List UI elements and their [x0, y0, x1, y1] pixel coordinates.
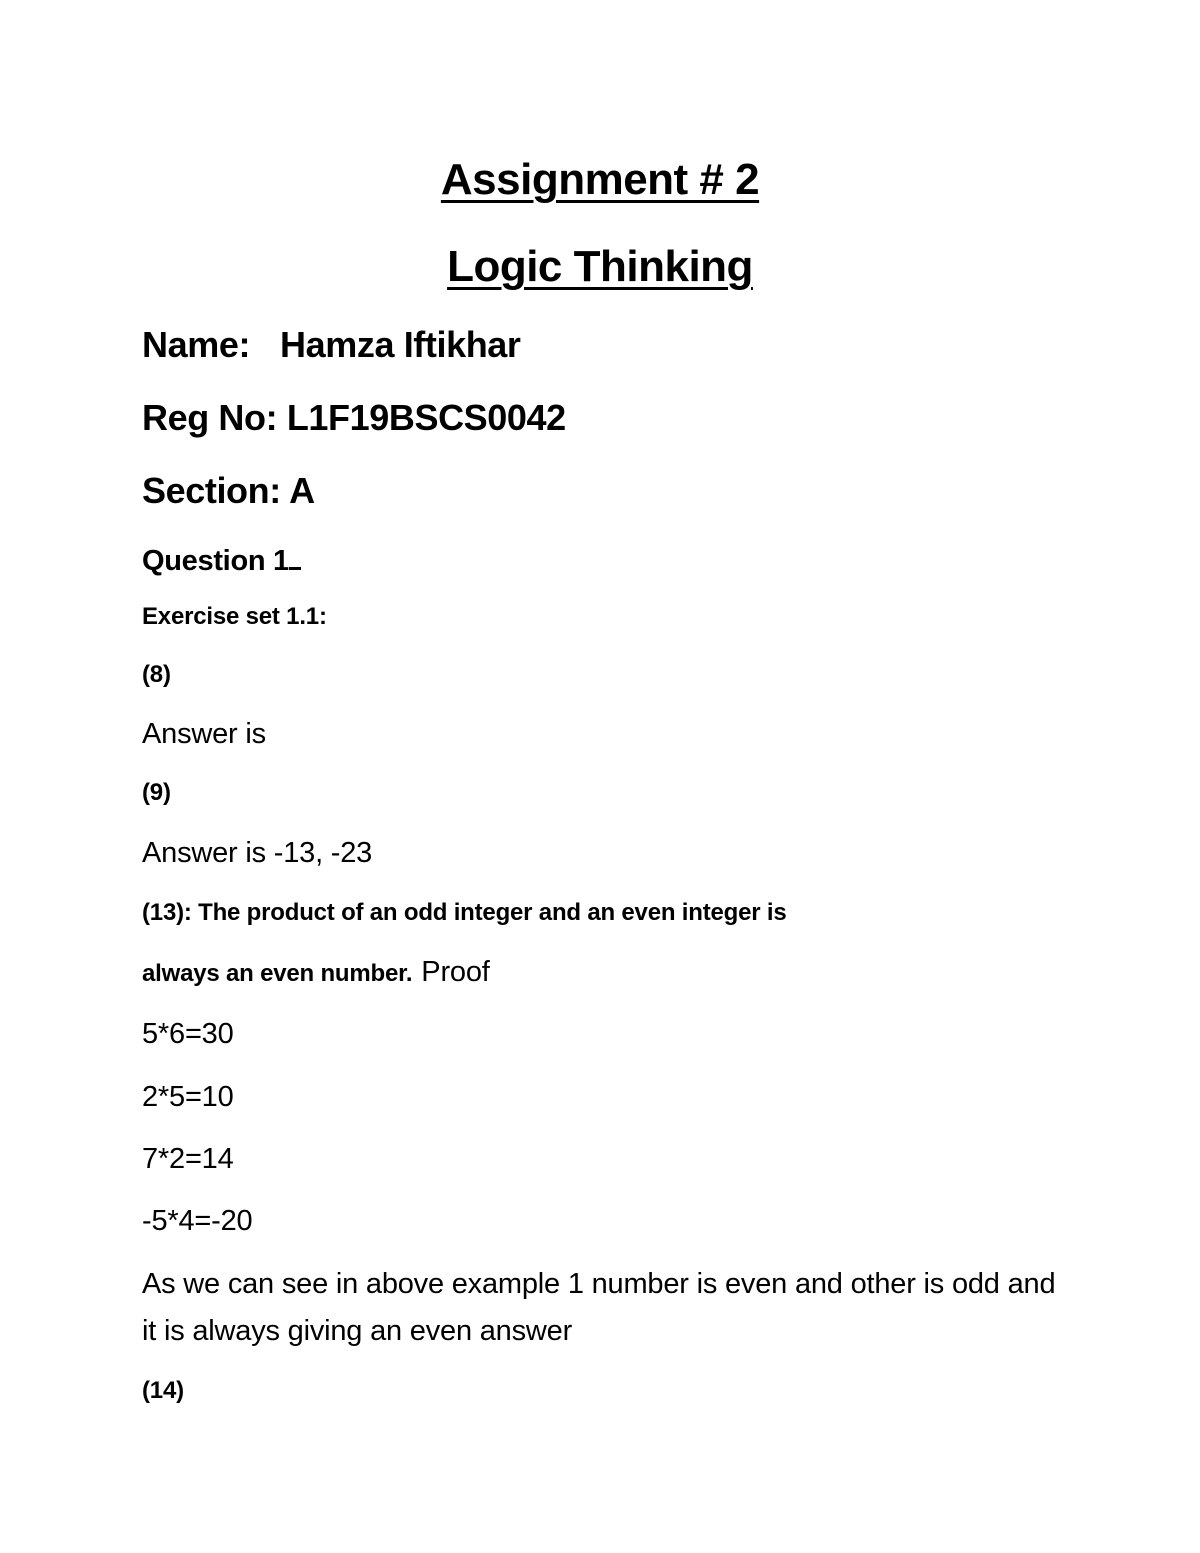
conclusion-paragraph: As we can see in above example 1 number is even and other is odd and it is always giving an even answer — [142, 1268, 1056, 1347]
item-answer-9: Answer is -13, -23 — [142, 837, 373, 869]
section-line — [142, 470, 315, 511]
example-1: 5*6=30 — [142, 1018, 234, 1050]
reg-value: L1F19BSCS0042 — [286, 397, 566, 438]
name-value: Hamza Iftikhar — [280, 324, 521, 365]
question-heading — [142, 543, 301, 576]
example-3: 7*2=14 — [142, 1143, 234, 1175]
reg-line — [142, 397, 566, 438]
example-2: 2*5=10 — [142, 1081, 234, 1113]
name-label: Name: — [142, 324, 251, 365]
question-heading-text: Question 1 — [142, 545, 289, 577]
q13-statement-line1: (13): The product of an odd integer and an even integer is — [142, 899, 787, 926]
example-4: -5*4=-20 — [142, 1205, 253, 1237]
exercise-heading: Exercise set 1.1: — [142, 603, 327, 630]
section-label: Section: — [142, 470, 281, 511]
name-line — [142, 324, 521, 365]
item-number-8: (8) — [142, 661, 171, 688]
q13-statement-line2 — [142, 958, 490, 987]
underscore-mark — [289, 543, 301, 570]
document-title: Assignment # 2 — [440, 155, 760, 204]
document-subtitle: Logic Thinking — [447, 242, 753, 291]
item-answer-8: Answer is — [142, 718, 266, 750]
q13-proof-label: Proof — [421, 956, 490, 988]
reg-label: Reg No: — [142, 397, 278, 438]
next-item-number: (14) — [142, 1377, 184, 1404]
section-value: A — [289, 470, 315, 511]
item-number-9: (9) — [142, 779, 171, 806]
q13-statement-text: always an even number. — [142, 960, 413, 987]
